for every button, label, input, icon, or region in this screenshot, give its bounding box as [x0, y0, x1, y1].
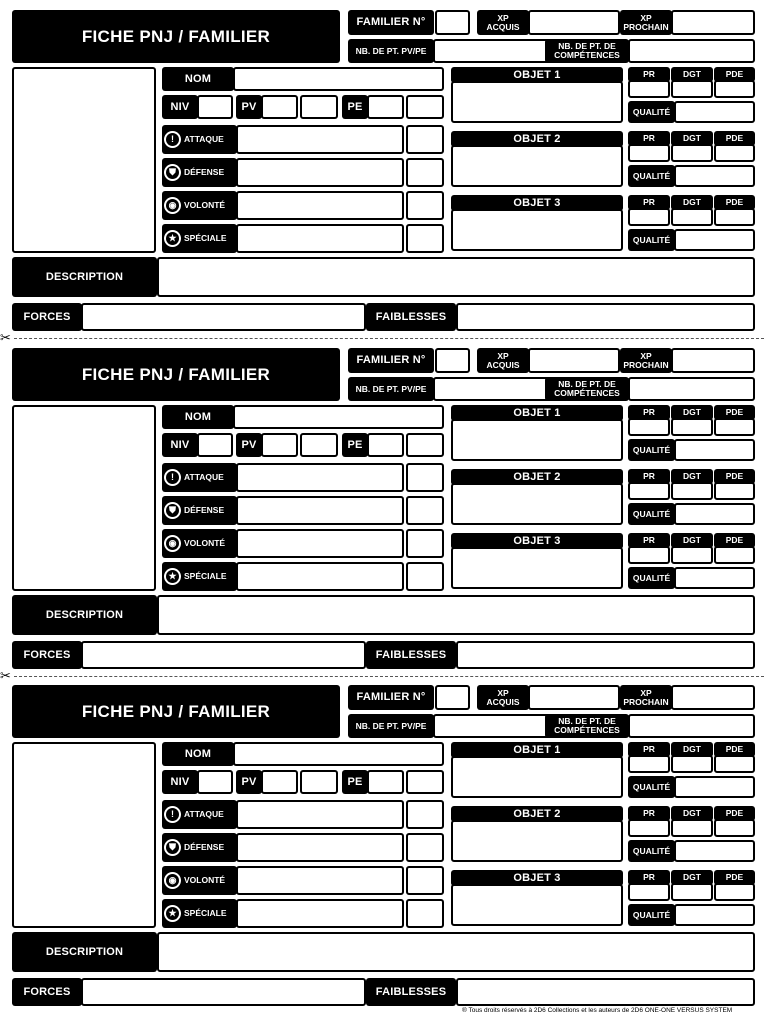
object-label-2: OBJET 2: [451, 131, 623, 147]
pv-pe-points-field[interactable]: [433, 377, 553, 401]
stat-name: SPÉCIALE: [184, 571, 227, 582]
pde-label: PDE: [714, 870, 755, 885]
familier-label: FAMILIER N°: [348, 348, 434, 373]
pr-label: PR: [628, 131, 670, 146]
stat-name: DÉFENSE: [184, 842, 225, 853]
stat-name: ATTAQUE: [184, 809, 224, 820]
dgt-field[interactable]: [671, 546, 713, 564]
star-icon: [164, 230, 181, 247]
stat-bonus-field[interactable]: [406, 158, 444, 187]
pe-field[interactable]: [367, 433, 404, 457]
pde-label: PDE: [714, 806, 755, 821]
description-field[interactable]: [157, 595, 755, 635]
niv-field[interactable]: [197, 770, 233, 794]
object-label-1: OBJET 1: [451, 405, 623, 421]
nom-label: NOM: [162, 67, 234, 91]
dgt-label: DGT: [671, 742, 713, 757]
forces-field[interactable]: [81, 978, 366, 1006]
cut-line: [14, 338, 764, 339]
pde-label: PDE: [714, 195, 755, 210]
stat-label-4: [162, 224, 237, 253]
pr-field[interactable]: [628, 755, 670, 773]
pde-field[interactable]: [714, 819, 755, 837]
stat-label-1: [162, 125, 237, 154]
stat-bonus-field[interactable]: [406, 125, 444, 154]
qualite-label: QUALITÉ: [628, 904, 675, 926]
shield-icon-glyph: ⛊: [166, 166, 179, 179]
forces-field[interactable]: [81, 303, 366, 331]
description-field[interactable]: [157, 932, 755, 972]
pde-field[interactable]: [714, 80, 755, 98]
object-field-3[interactable]: [451, 884, 623, 926]
dgt-label: DGT: [671, 806, 713, 821]
sheet-title: FICHE PNJ / FAMILIER: [12, 10, 340, 63]
stat-name: DÉFENSE: [184, 167, 225, 178]
stat-label-1: [162, 463, 237, 492]
eye-icon: [164, 197, 181, 214]
object-label-3: OBJET 3: [451, 870, 623, 886]
object-label-3: OBJET 3: [451, 533, 623, 549]
stat-value-field[interactable]: [236, 463, 404, 492]
qualite-field[interactable]: [674, 503, 755, 525]
eye-icon-glyph: ◉: [166, 537, 179, 550]
qualite-label: QUALITÉ: [628, 101, 675, 123]
cut-line: [14, 676, 764, 677]
pv-max-field[interactable]: [300, 770, 338, 794]
forces-label: FORCES: [12, 303, 82, 331]
competences-points-field[interactable]: [628, 714, 755, 738]
pde-field[interactable]: [714, 418, 755, 436]
qualite-label: QUALITÉ: [628, 229, 675, 251]
exclamation-icon-glyph: !: [166, 133, 179, 146]
stat-value-field[interactable]: [236, 833, 404, 862]
competences-points-label: NB. DE PT. DE COMPÉTENCES: [545, 714, 629, 738]
dgt-label: DGT: [671, 195, 713, 210]
stat-label-2: [162, 496, 237, 525]
pv-max-field[interactable]: [300, 95, 338, 119]
pde-label: PDE: [714, 131, 755, 146]
pv-max-field[interactable]: [300, 433, 338, 457]
shield-icon-glyph: ⛊: [166, 504, 179, 517]
pv-field[interactable]: [261, 433, 298, 457]
qualite-field[interactable]: [674, 904, 755, 926]
pr-label: PR: [628, 806, 670, 821]
pv-label: PV: [236, 95, 262, 119]
qualite-field[interactable]: [674, 439, 755, 461]
stat-bonus-field[interactable]: [406, 496, 444, 525]
qualite-label: QUALITÉ: [628, 840, 675, 862]
qualite-label: QUALITÉ: [628, 165, 675, 187]
stat-name: VOLONTÉ: [184, 200, 226, 211]
dgt-field[interactable]: [671, 482, 713, 500]
stat-label-3: [162, 191, 237, 220]
eye-icon: [164, 535, 181, 552]
portrait-frame[interactable]: [12, 67, 156, 253]
description-label: DESCRIPTION: [12, 595, 157, 635]
xp-prochain-label: XP PROCHAIN: [620, 348, 672, 373]
xp-acquis-label: XP ACQUIS: [477, 348, 529, 373]
qualite-field[interactable]: [674, 229, 755, 251]
dgt-field[interactable]: [671, 144, 713, 162]
nom-label: NOM: [162, 405, 234, 429]
shield-icon: [164, 164, 181, 181]
object-label-1: OBJET 1: [451, 67, 623, 83]
forces-field[interactable]: [81, 641, 366, 669]
object-label-2: OBJET 2: [451, 806, 623, 822]
copyright-footer: ® Tous droits réservés à 2D6 Collections et les auteurs de 2D6 ONE-ONE VERSUS SYSTEM: [462, 1007, 733, 1014]
exclamation-icon-glyph: !: [166, 471, 179, 484]
stat-bonus-field[interactable]: [406, 562, 444, 591]
description-field[interactable]: [157, 257, 755, 297]
object-field-1[interactable]: [451, 81, 623, 123]
stat-name: ATTAQUE: [184, 134, 224, 145]
stat-label-4: [162, 899, 237, 928]
qualite-field[interactable]: [674, 840, 755, 862]
stat-bonus-field[interactable]: [406, 833, 444, 862]
pe-field[interactable]: [367, 95, 404, 119]
object-field-1[interactable]: [451, 756, 623, 798]
stat-value-field[interactable]: [236, 224, 404, 253]
stat-bonus-field[interactable]: [406, 866, 444, 895]
scissors-icon: ✂: [0, 668, 11, 683]
dgt-field[interactable]: [671, 418, 713, 436]
exclamation-icon: [164, 806, 181, 823]
forces-label: FORCES: [12, 641, 82, 669]
qualite-label: QUALITÉ: [628, 776, 675, 798]
stat-name: VOLONTÉ: [184, 538, 226, 549]
pr-field[interactable]: [628, 482, 670, 500]
star-icon-glyph: ★: [166, 232, 179, 245]
stat-value-field[interactable]: [236, 496, 404, 525]
xp-acquis-field[interactable]: [528, 10, 620, 35]
xp-prochain-field[interactable]: [671, 685, 755, 710]
stat-name: SPÉCIALE: [184, 233, 227, 244]
pe-max-field[interactable]: [406, 95, 444, 119]
faiblesses-label: FAIBLESSES: [366, 303, 456, 331]
shield-icon: [164, 502, 181, 519]
pde-label: PDE: [714, 405, 755, 420]
stat-value-field[interactable]: [236, 191, 404, 220]
dgt-label: DGT: [671, 405, 713, 420]
stat-label-3: [162, 529, 237, 558]
stat-value-field[interactable]: [236, 866, 404, 895]
faiblesses-field[interactable]: [456, 303, 755, 331]
object-label-1: OBJET 1: [451, 742, 623, 758]
eye-icon-glyph: ◉: [166, 874, 179, 887]
npc-sheet: [0, 338, 768, 664]
stat-bonus-field[interactable]: [406, 191, 444, 220]
sheet-title: FICHE PNJ / FAMILIER: [12, 348, 340, 401]
stat-name: ATTAQUE: [184, 472, 224, 483]
pde-field[interactable]: [714, 482, 755, 500]
stat-name: DÉFENSE: [184, 505, 225, 516]
niv-field[interactable]: [197, 95, 233, 119]
description-label: DESCRIPTION: [12, 257, 157, 297]
familier-label: FAMILIER N°: [348, 10, 434, 35]
pe-label: PE: [342, 433, 368, 457]
stat-label-3: [162, 866, 237, 895]
forces-label: FORCES: [12, 978, 82, 1006]
exclamation-icon-glyph: !: [166, 808, 179, 821]
pr-label: PR: [628, 742, 670, 757]
dgt-label: DGT: [671, 131, 713, 146]
faiblesses-field[interactable]: [456, 641, 755, 669]
familier-number-field[interactable]: [435, 685, 470, 710]
pv-field[interactable]: [261, 770, 298, 794]
pde-label: PDE: [714, 469, 755, 484]
xp-prochain-field[interactable]: [671, 10, 755, 35]
star-icon-glyph: ★: [166, 570, 179, 583]
faiblesses-field[interactable]: [456, 978, 755, 1006]
object-field-2[interactable]: [451, 820, 623, 862]
pv-pe-points-field[interactable]: [433, 714, 553, 738]
dgt-field[interactable]: [671, 819, 713, 837]
pr-label: PR: [628, 195, 670, 210]
object-label-3: OBJET 3: [451, 195, 623, 211]
stat-value-field[interactable]: [236, 529, 404, 558]
pv-label: PV: [236, 433, 262, 457]
pde-label: PDE: [714, 533, 755, 548]
stat-label-2: [162, 833, 237, 862]
competences-points-field[interactable]: [628, 39, 755, 63]
stat-value-field[interactable]: [236, 125, 404, 154]
pde-field[interactable]: [714, 208, 755, 226]
niv-field[interactable]: [197, 433, 233, 457]
pr-label: PR: [628, 405, 670, 420]
stat-name: VOLONTÉ: [184, 875, 226, 886]
qualite-field[interactable]: [674, 165, 755, 187]
npc-sheet: [0, 0, 768, 326]
pv-label: PV: [236, 770, 262, 794]
pe-max-field[interactable]: [406, 433, 444, 457]
nom-label: NOM: [162, 742, 234, 766]
niv-label: NIV: [162, 433, 198, 457]
star-icon: [164, 568, 181, 585]
pde-field[interactable]: [714, 883, 755, 901]
object-field-2[interactable]: [451, 483, 623, 525]
dgt-label: DGT: [671, 533, 713, 548]
star-icon: [164, 905, 181, 922]
nom-field[interactable]: [233, 742, 444, 766]
pde-field[interactable]: [714, 755, 755, 773]
pde-label: PDE: [714, 67, 755, 82]
scissors-icon: ✂: [0, 330, 11, 345]
dgt-field[interactable]: [671, 883, 713, 901]
stat-label-2: [162, 158, 237, 187]
pe-label: PE: [342, 95, 368, 119]
stat-value-field[interactable]: [236, 158, 404, 187]
pr-field[interactable]: [628, 208, 670, 226]
nom-field[interactable]: [233, 67, 444, 91]
qualite-label: QUALITÉ: [628, 503, 675, 525]
dgt-label: DGT: [671, 469, 713, 484]
object-field-2[interactable]: [451, 145, 623, 187]
pr-field[interactable]: [628, 144, 670, 162]
pv-pe-points-field[interactable]: [433, 39, 553, 63]
shield-icon: [164, 839, 181, 856]
portrait-frame[interactable]: [12, 405, 156, 591]
familier-label: FAMILIER N°: [348, 685, 434, 710]
pv-pe-points-label: NB. DE PT. PV/PE: [348, 714, 434, 738]
familier-number-field[interactable]: [435, 10, 470, 35]
shield-icon-glyph: ⛊: [166, 841, 179, 854]
xp-prochain-field[interactable]: [671, 348, 755, 373]
stat-bonus-field[interactable]: [406, 224, 444, 253]
qualite-field[interactable]: [674, 776, 755, 798]
pr-field[interactable]: [628, 80, 670, 98]
pr-label: PR: [628, 67, 670, 82]
object-field-3[interactable]: [451, 547, 623, 589]
pv-field[interactable]: [261, 95, 298, 119]
eye-icon-glyph: ◉: [166, 199, 179, 212]
dgt-field[interactable]: [671, 208, 713, 226]
stat-value-field[interactable]: [236, 562, 404, 591]
pe-label: PE: [342, 770, 368, 794]
eye-icon: [164, 872, 181, 889]
qualite-label: QUALITÉ: [628, 567, 675, 589]
stat-bonus-field[interactable]: [406, 800, 444, 829]
pv-pe-points-label: NB. DE PT. PV/PE: [348, 377, 434, 401]
object-label-2: OBJET 2: [451, 469, 623, 485]
pr-field[interactable]: [628, 883, 670, 901]
npc-sheet: [0, 675, 768, 1001]
sheet-title: FICHE PNJ / FAMILIER: [12, 685, 340, 738]
qualite-field[interactable]: [674, 567, 755, 589]
xp-acquis-field[interactable]: [528, 348, 620, 373]
pr-label: PR: [628, 870, 670, 885]
dgt-field[interactable]: [671, 755, 713, 773]
exclamation-icon: [164, 131, 181, 148]
xp-acquis-label: XP ACQUIS: [477, 10, 529, 35]
xp-acquis-label: XP ACQUIS: [477, 685, 529, 710]
stat-label-1: [162, 800, 237, 829]
competences-points-field[interactable]: [628, 377, 755, 401]
pe-max-field[interactable]: [406, 770, 444, 794]
pe-field[interactable]: [367, 770, 404, 794]
faiblesses-label: FAIBLESSES: [366, 641, 456, 669]
pv-pe-points-label: NB. DE PT. PV/PE: [348, 39, 434, 63]
familier-number-field[interactable]: [435, 348, 470, 373]
stat-label-4: [162, 562, 237, 591]
competences-points-label: NB. DE PT. DE COMPÉTENCES: [545, 377, 629, 401]
xp-prochain-label: XP PROCHAIN: [620, 10, 672, 35]
pr-field[interactable]: [628, 418, 670, 436]
object-field-3[interactable]: [451, 209, 623, 251]
xp-prochain-label: XP PROCHAIN: [620, 685, 672, 710]
niv-label: NIV: [162, 770, 198, 794]
stat-bonus-field[interactable]: [406, 463, 444, 492]
competences-points-label: NB. DE PT. DE COMPÉTENCES: [545, 39, 629, 63]
portrait-frame[interactable]: [12, 742, 156, 928]
pde-field[interactable]: [714, 546, 755, 564]
stat-value-field[interactable]: [236, 800, 404, 829]
dgt-label: DGT: [671, 67, 713, 82]
stat-name: SPÉCIALE: [184, 908, 227, 919]
description-label: DESCRIPTION: [12, 932, 157, 972]
object-field-1[interactable]: [451, 419, 623, 461]
faiblesses-label: FAIBLESSES: [366, 978, 456, 1006]
qualite-label: QUALITÉ: [628, 439, 675, 461]
pr-field[interactable]: [628, 546, 670, 564]
xp-acquis-field[interactable]: [528, 685, 620, 710]
pde-field[interactable]: [714, 144, 755, 162]
dgt-label: DGT: [671, 870, 713, 885]
stat-bonus-field[interactable]: [406, 529, 444, 558]
pde-label: PDE: [714, 742, 755, 757]
exclamation-icon: [164, 469, 181, 486]
star-icon-glyph: ★: [166, 907, 179, 920]
pr-label: PR: [628, 533, 670, 548]
nom-field[interactable]: [233, 405, 444, 429]
pr-field[interactable]: [628, 819, 670, 837]
stat-bonus-field[interactable]: [406, 899, 444, 928]
pr-label: PR: [628, 469, 670, 484]
dgt-field[interactable]: [671, 80, 713, 98]
niv-label: NIV: [162, 95, 198, 119]
stat-value-field[interactable]: [236, 899, 404, 928]
qualite-field[interactable]: [674, 101, 755, 123]
